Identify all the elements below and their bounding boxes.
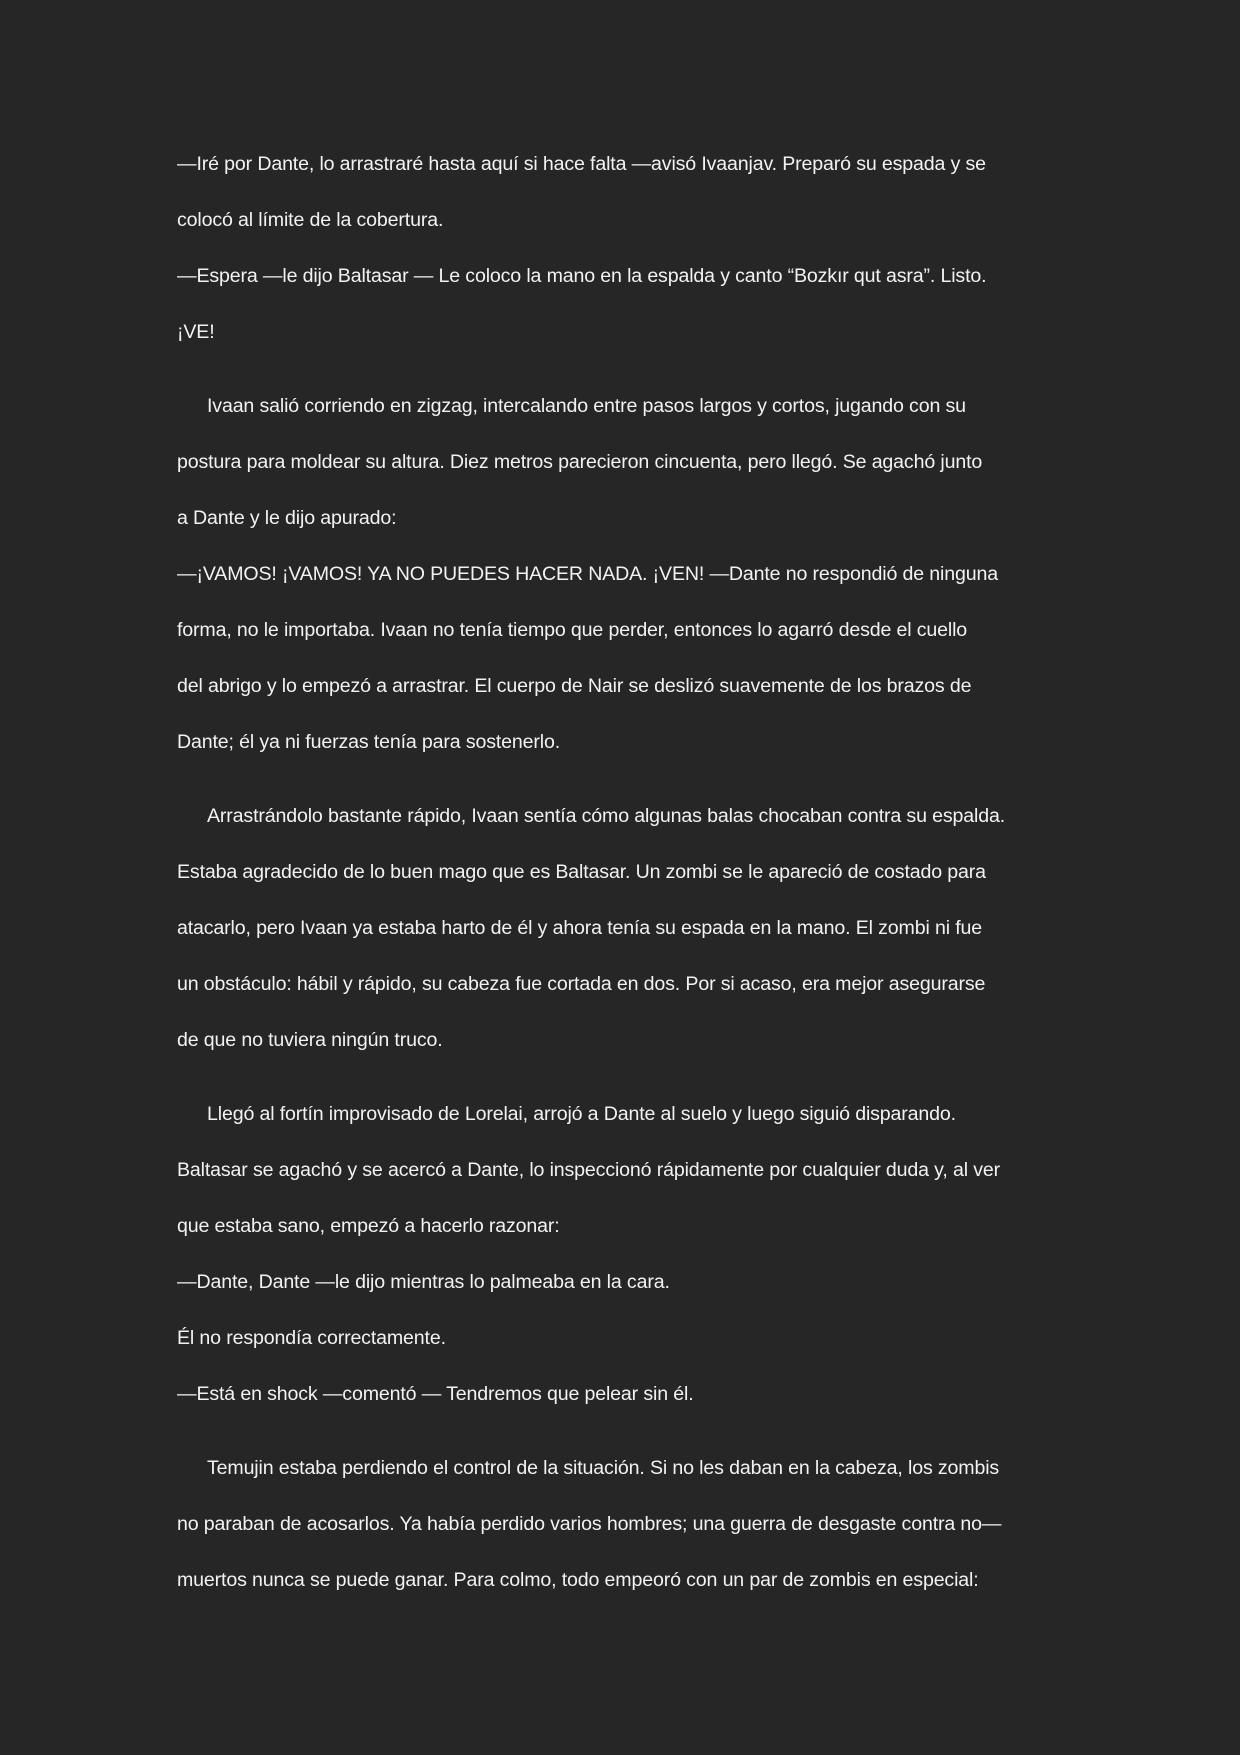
text-line: a Dante y le dijo apurado:: [177, 507, 397, 529]
text-line: atacarlo, pero Ivaan ya estaba harto de él y ahora tenía su espada en la mano. El zombi ni fue: [177, 917, 983, 939]
text-line: un obstáculo: hábil y rápido, su cabeza fue cortada en dos. Por si acaso, era mejor asegurarse: [177, 973, 986, 995]
paragraph: [177, 546, 1067, 770]
text-line: no paraban de acosarlos. Ya había perdido varios hombres; una guerra de desgaste contra no—: [177, 1513, 1002, 1535]
text-line: muertos nunca se puede ganar. Para colmo, todo empeoró con un par de zombis en especial:: [177, 1569, 979, 1591]
text-line: —Espera —le dijo Baltasar — Le coloco la mano en la espalda y canto “Bozkır qut asra”. Listo.: [177, 265, 987, 287]
text-line: de que no tuviera ningún truco.: [177, 1029, 443, 1051]
text-line: Dante; él ya ni fuerzas tenía para sostenerlo.: [177, 731, 561, 753]
paragraph: [177, 1254, 1067, 1310]
text-line: Baltasar se agachó y se acercó a Dante, lo inspeccionó rápidamente por cualquier duda y, al ver: [177, 1159, 1000, 1181]
text-line: —Está en shock —comentó — Tendremos que pelear sin él.: [177, 1383, 694, 1405]
text-line: Temujin estaba perdiendo el control de la situación. Si no les daban en la cabeza, los zombis: [207, 1457, 1000, 1479]
paragraph: [177, 1440, 1067, 1608]
paragraph: [177, 1086, 1067, 1254]
text-line: Llegó al fortín improvisado de Lorelai, arrojó a Dante al suelo y luego siguió disparando.: [207, 1103, 956, 1125]
paragraph-spacing: [177, 1068, 1067, 1086]
paragraph-spacing: [177, 1422, 1067, 1440]
text-line: postura para moldear su altura. Diez metros parecieron cincuenta, pero llegó. Se agachó junto: [177, 451, 983, 473]
text-line: Arrastrándolo bastante rápido, Ivaan sentía cómo algunas balas chocaban contra su espalda.: [207, 805, 1005, 827]
text-line: del abrigo y lo empezó a arrastrar. El cuerpo de Nair se deslizó suavemente de los brazos de: [177, 675, 972, 697]
paragraph-spacing: [177, 360, 1067, 378]
text-line: que estaba sano, empezó a hacerlo razonar:: [177, 1215, 560, 1237]
text-line: —Dante, Dante —le dijo mientras lo palmeaba en la cara.: [177, 1271, 670, 1293]
paragraph: [177, 1310, 1067, 1366]
paragraph: [177, 248, 1067, 360]
document-page: [177, 136, 1067, 1608]
text-line: forma, no le importaba. Ivaan no tenía tiempo que perder, entonces lo agarró desde el cuello: [177, 619, 968, 641]
paragraph: [177, 788, 1067, 1068]
text-line: Ivaan salió corriendo en zigzag, intercalando entre pasos largos y cortos, jugando con su: [207, 395, 966, 417]
paragraph-spacing: [177, 770, 1067, 788]
text-line: —Iré por Dante, lo arrastraré hasta aquí si hace falta —avisó Ivaanjav. Preparó su espada y se: [177, 153, 986, 175]
paragraph: [177, 136, 1067, 248]
text-line: Estaba agradecido de lo buen mago que es Baltasar. Un zombi se le apareció de costado para: [177, 861, 986, 883]
text-line: —¡VAMOS! ¡VAMOS! YA NO PUEDES HACER NADA. ¡VEN! —Dante no respondió de ninguna: [177, 563, 998, 585]
text-line: ¡VE!: [177, 321, 215, 343]
paragraph: [177, 378, 1067, 546]
text-line: colocó al límite de la cobertura.: [177, 209, 444, 231]
text-line: Él no respondía correctamente.: [177, 1327, 446, 1349]
paragraph: [177, 1366, 1067, 1422]
